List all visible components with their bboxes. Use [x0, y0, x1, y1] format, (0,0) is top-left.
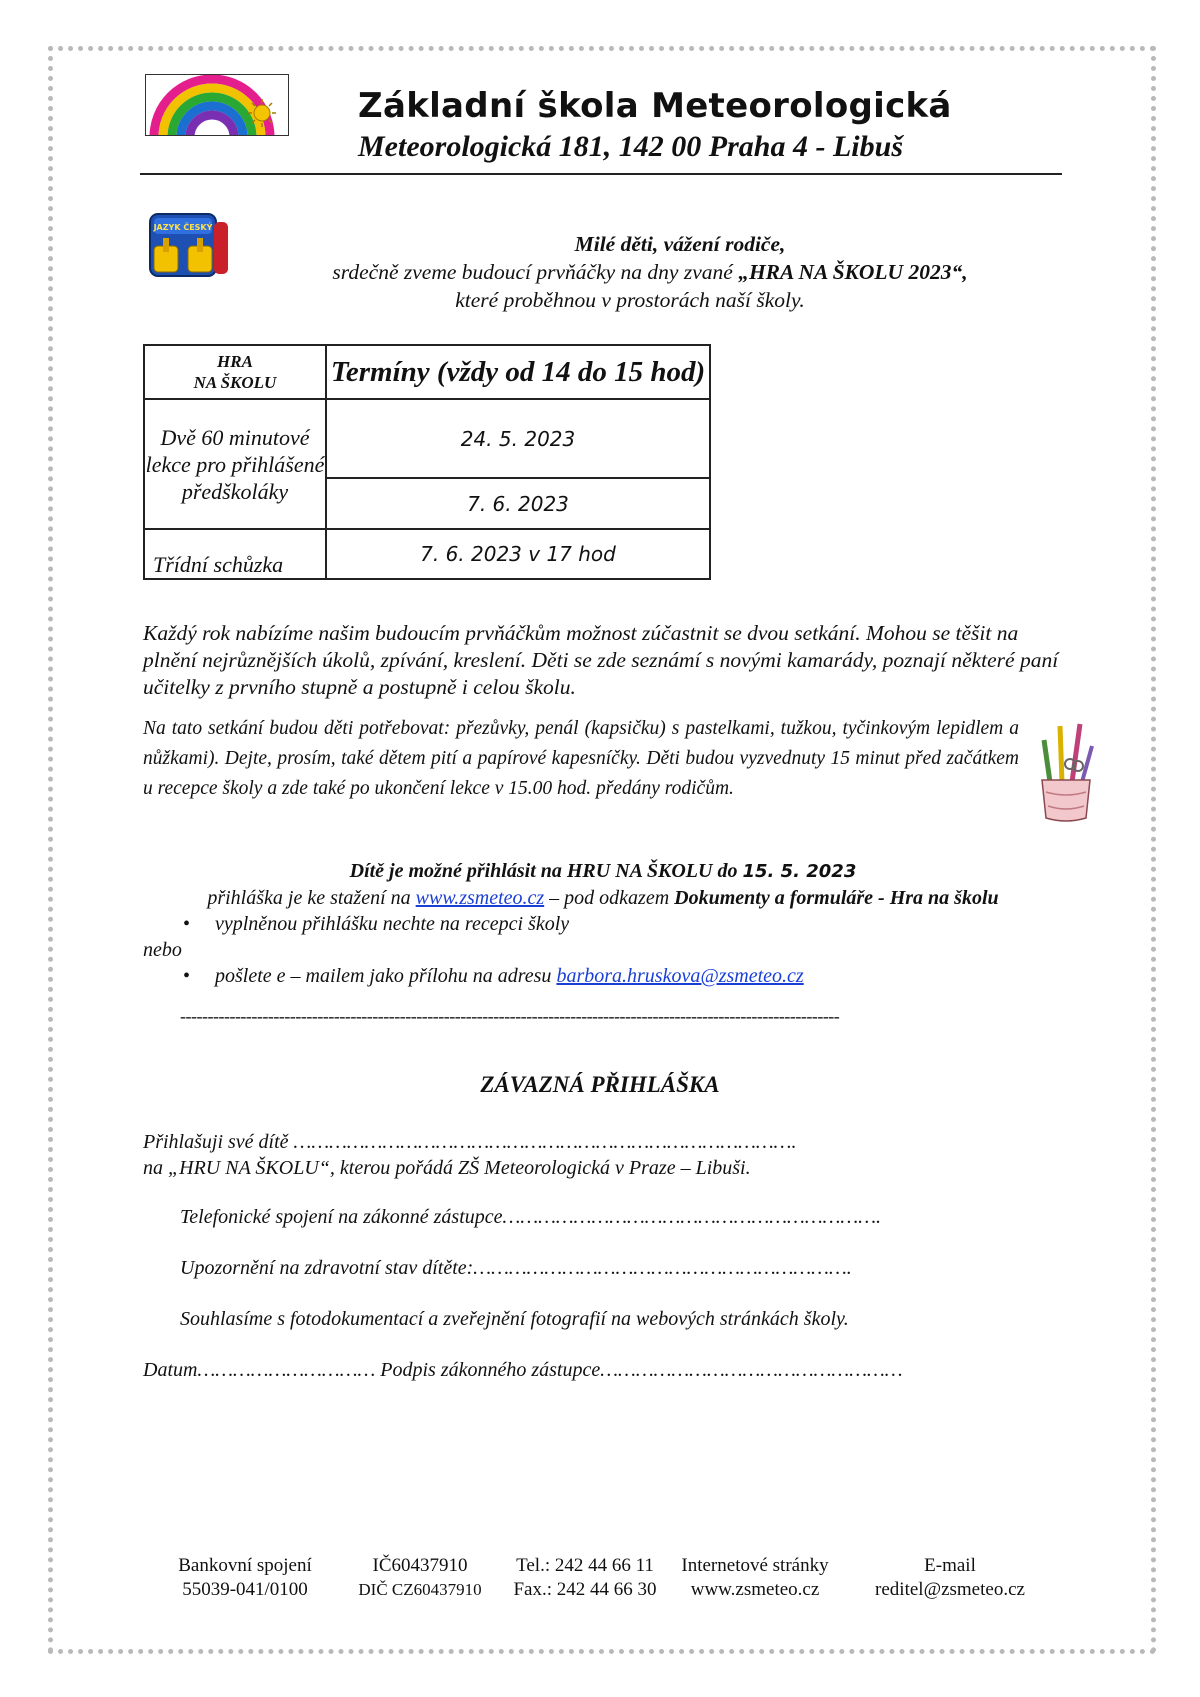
footer-web-label: Internetové stránky: [681, 1555, 829, 1576]
school-name: Základní škola Meteorologická: [358, 86, 952, 126]
list-item: [143, 911, 1063, 937]
lesson-date-2: 7. 6. 2023: [326, 478, 710, 529]
invitation-line-text: srdečně zveme budoucí prvňáčky na dny zvané: [332, 260, 739, 284]
schedule-table: [143, 344, 711, 580]
footer-email-value: reditel@zsmeteo.cz: [875, 1579, 1025, 1600]
bullet-text-email: [183, 963, 804, 989]
email-instruction: pošlete e – mailem jako přílohu na adresu: [215, 965, 557, 987]
lesson-date-1: 24. 5. 2023: [326, 399, 710, 478]
backpack-icon: [144, 208, 234, 284]
footer-tel: Tel.: 242 44 66 11: [516, 1555, 654, 1576]
deadline-text: Dítě je možné přihlásit na HRU NA ŠKOLU do: [349, 860, 743, 882]
greeting: Milé děti, vážení rodiče,: [574, 232, 786, 256]
form-title: ZÁVAZNÁ PŘIHLÁŠKA: [480, 1072, 720, 1097]
deadline-date: 15. 5. 2023: [742, 861, 857, 882]
meeting-date: 7. 6. 2023 v 17 hod: [326, 529, 710, 579]
footer-bank-label: Bankovní spojení: [178, 1555, 312, 1576]
footer-dic: DIČ CZ60437910: [358, 1580, 482, 1599]
table-header-dates: Termíny (vždy od 14 do 15 hod): [326, 345, 710, 399]
header-divider: [140, 173, 1062, 175]
lesson-label: Dvě 60 minutové lekce pro přihlášené předškoláky: [144, 399, 326, 529]
registration-info: [143, 858, 1063, 989]
school-website-link[interactable]: www.zsmeteo.cz: [415, 887, 545, 909]
list-item: [143, 963, 1063, 989]
form-date-signature: Datum………………………… Podpis zákonného zástupce……………………………………………: [143, 1359, 903, 1381]
event-name: „HRA NA ŠKOLU 2023“,: [738, 260, 968, 284]
table-header-event: [144, 345, 326, 399]
documents-section-name: Dokumenty a formuláře - Hra na školu: [674, 887, 999, 909]
footer-email: [860, 1554, 1040, 1602]
or-text: nebo: [143, 939, 182, 961]
rainbow-logo-icon: [146, 75, 288, 135]
invitation-location: které proběhnou v prostorách naší školy.: [455, 288, 805, 312]
form-child-field: Přihlašuji své dítě ………………………………………………………………………….: [143, 1131, 797, 1153]
footer-web: [670, 1554, 840, 1602]
school-logo: [145, 74, 289, 136]
download-text: přihláška je ke stažení na: [207, 887, 416, 909]
footer-web-value: www.zsmeteo.cz: [690, 1579, 820, 1600]
form-health-field: Upozornění na zdravotní stav dítěte:……………………………………………………….: [180, 1257, 852, 1279]
invitation-text: [270, 230, 1030, 314]
form-phone-field: Telefonické spojení na zákonné zástupce……………………………………………………….: [180, 1206, 881, 1228]
pencil-cup-icon: [1036, 718, 1096, 824]
svg-text:JAZYK ČESKÝ: JAZYK ČESKÝ: [153, 223, 213, 232]
invitation-line: [270, 258, 1030, 286]
download-mid-text: – pod odkazem: [544, 887, 675, 909]
supplies-paragraph: Na tato setkání budou děti potřebovat: přezůvky, penál (kapsičku) s pastelkami, tužkou, tyčinkovým lepidlem a nůžkami). Dejte, prosím, také dětem pití a papírové kapesníčky. Děti budou vyzvednuty 15 minut před začátkem u recepce školy a zde také po ukončení lekce v 15.00 hod. předány rodičům.: [143, 718, 1019, 799]
registration-deadline: [143, 858, 1063, 885]
download-info: [143, 885, 1063, 911]
table-header-event-line2: NA ŠKOLU: [193, 373, 277, 392]
footer-bank-value: 55039-041/0100: [182, 1579, 308, 1600]
footer-ids: [350, 1554, 490, 1602]
footer-ico: IČ60437910: [372, 1555, 468, 1576]
bullet-text-reception: vyplněnou přihlášku nechte na recepci školy: [215, 913, 570, 935]
footer-fax: Fax.: 242 44 66 30: [513, 1579, 657, 1600]
footer-bank: [160, 1554, 330, 1602]
table-header-event-line1: HRA: [217, 352, 253, 371]
form-consent: Souhlasíme s fotodokumentací a zveřejnění fotografií na webových stránkách školy.: [180, 1308, 849, 1330]
meeting-label: Třídní schůzka: [144, 529, 326, 579]
footer-email-label: E-mail: [924, 1555, 976, 1576]
contact-email-link[interactable]: barbora.hruskova@zsmeteo.cz: [556, 965, 804, 987]
school-address: Meteorologická 181, 142 00 Praha 4 - Libuš: [358, 130, 903, 163]
cut-line: ------------------------------------------------------------------------------------------------------------------------: [180, 1006, 840, 1026]
info-paragraph: Každý rok nabízíme našim budoucím prvňáčkům možnost zúčastnit se dvou setkání. Mohou se těšit na plnění nejrůznějších úkolů, zpívání, kreslení. Děti se zde seznámí s novými kamarády, poznají některé paní učitelky z prvního stupně a postupně i celou školu.: [143, 621, 1059, 699]
form-event-line: na „HRU NA ŠKOLU“, kterou pořádá ZŠ Meteorologická v Praze – Libuši.: [143, 1157, 751, 1179]
footer-phone: [505, 1554, 665, 1602]
